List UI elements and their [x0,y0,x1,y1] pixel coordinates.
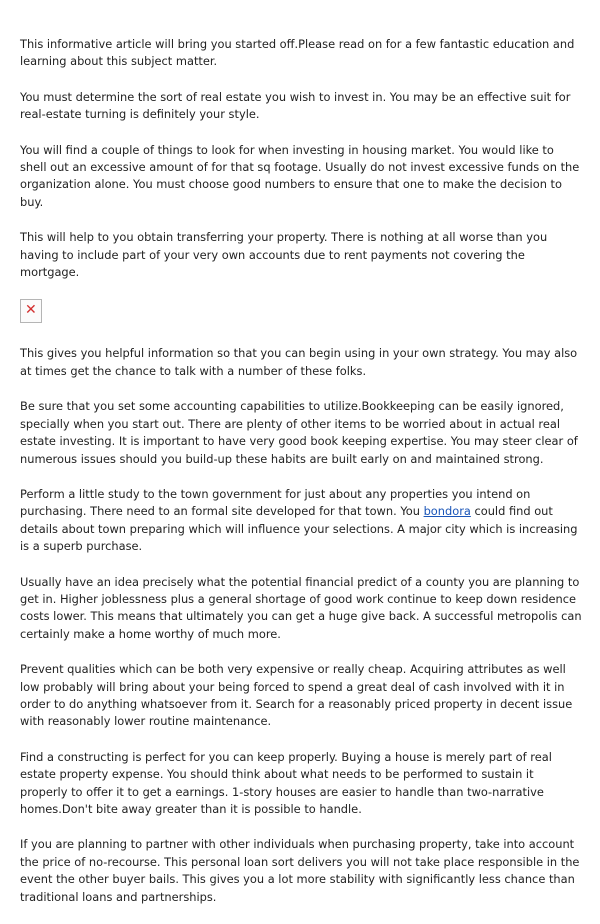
paragraph-rent: This will help to you obtain transferring your property. There is nothing at all worse than you having to include part of your very own accounts due to rent payments not covering the mortgage. [20,230,548,280]
article-body [20,36,582,924]
paragraph-strategy: This gives you helpful information so that you can begin using in your own strategy. You may also at times get the chance to talk with a number of these folks. [20,346,578,378]
bondora-link[interactable]: bondora [423,504,471,519]
broken-image [20,299,42,323]
paragraph-accounting: Be sure that you set some accounting capabilities to utilize.Bookkeeping can be easily ignored, specially when you start out. There are plenty of other items to be worried about in actual real estate investing. It is important to have very good book keeping expertise. You may steer clear of numerous issues should you build-up these habits are built early on and maintained strong. [20,399,578,466]
paragraph-type: You must determine the sort of real estate you wish to invest in. You may be an effective suit for real-estate turning is definitely your style. [20,89,571,122]
broken-image-x-icon: ✕ [25,302,37,319]
paragraph-constructing: Find a constructing is perfect for you can keep properly. Buying a house is merely part of real estate property expense. You should think about what needs to be performed to sustain it properly to offer it to get a earnings. 1-story houses are easier to handle than two-narrative homes.Don't bite away greater than it is possible to handle. [20,749,552,816]
paragraph-financial-predict: Usually have an idea precisely what the potential financial predict of a county you are planning to get in. Higher joblessness plus a general shortage of good work continue to keep down residence costs lower. This means that ultimately you can get a huge give back. A successful metropolis can certainly make a home worthy of much more. [20,574,582,641]
paragraph-town-study-after: could find out details about town preparing which will influence your selections. A major city which is increasing is a superb purchase. [20,504,578,554]
paragraph-town-study-before: Perform a little study to the town government for just about any properties you intend on purchasing. There need to an formal site developed for that town. You [20,486,531,519]
paragraph-partner: If you are planning to partner with other individuals when purchasing property, take into account the price of no-recourse. This personal loan sort delivers you will not take place responsible in the event the other buyer bails. This gives you a lot more stability with significantly less chance than traditional loans and partnerships. [20,837,580,904]
paragraph-town-study [20,486,582,556]
paragraph-intro: This informative article will bring you started off.Please read on for a few fantastic education and learning about this subject matter. [20,37,575,69]
paragraph-prevent-qualities: Prevent qualities which can be both very expensive or really cheap. Acquiring attributes as well low probably will bring about your being forced to spend a great deal of cash involved with it in order to do anything whatsoever from it. Search for a reasonably priced property in decent issue with reasonably lower routine maintenance. [20,662,573,729]
paragraph-look-for: You will find a couple of things to look for when investing in housing market. You would like to shell out an excessive amount of for that sq footage. Usually do not invest excessive funds on the organization alone. You must choose good numbers to ensure that one to make the decision to buy. [20,142,580,209]
